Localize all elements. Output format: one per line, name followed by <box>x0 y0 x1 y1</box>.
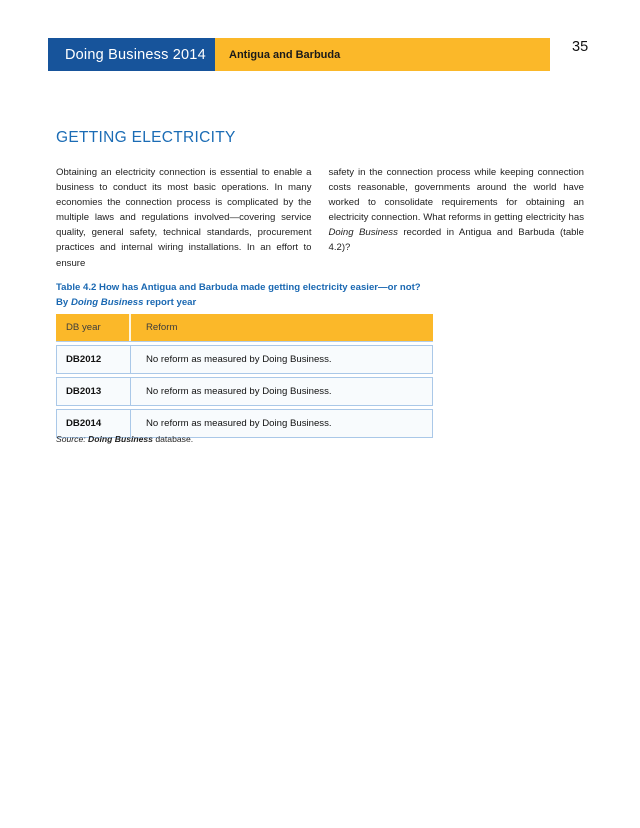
cell-reform: No reform as measured by Doing Business. <box>146 418 332 429</box>
table-caption-line2 <box>56 295 516 310</box>
page-number: 35 <box>572 39 589 55</box>
cell-reform: No reform as measured by Doing Business. <box>146 386 332 397</box>
table-caption <box>56 280 516 310</box>
source-label: Source: <box>56 434 89 444</box>
reform-table <box>56 314 433 438</box>
caption-line2-post: report year <box>143 297 197 308</box>
cell-db-year: DB2012 <box>57 346 131 373</box>
table-header-row <box>56 314 433 342</box>
body-column-right <box>329 165 585 271</box>
caption-line2-italic: Doing Business <box>70 297 144 308</box>
column-header-db-year: DB year <box>56 314 131 341</box>
source-tail: database. <box>152 434 194 444</box>
caption-line2-pre: By <box>56 297 71 308</box>
section-title: GETTING ELECTRICITY <box>56 129 236 146</box>
body-column-left: Obtaining an electricity connection is essential to enable a business to conduct its most basic operations. In many economies the connection process is complicated by the multiple laws and regulations involved—covering service quality, general safety, technical standards, procurement practices and internal wiring installations. In an effort to ensure <box>56 167 312 269</box>
table-row <box>56 345 433 374</box>
report-header-bar <box>48 38 550 71</box>
table-source-note <box>56 434 193 444</box>
cell-reform: No reform as measured by Doing Business. <box>146 354 332 365</box>
cell-db-year: DB2014 <box>57 410 131 437</box>
body-right-pre: safety in the connection process while keeping connection costs reasonable, governments around the world have worked to consolidate requirements for obtaining an electricity connection. What reforms in getting electricity has <box>328 167 584 224</box>
cell-db-year: DB2013 <box>57 378 131 405</box>
country-banner <box>215 38 550 71</box>
column-header-reform: Reform <box>146 322 178 333</box>
body-right-post: recorded in Antigua and Barbuda (table 4.2)? <box>328 227 584 254</box>
country-name: Antigua and Barbuda <box>229 48 341 61</box>
report-title: Doing Business 2014 <box>65 46 206 63</box>
table-row <box>56 377 433 406</box>
body-text <box>56 165 584 271</box>
source-db-name: Doing Business <box>88 434 153 444</box>
table-caption-line1: Table 4.2 How has Antigua and Barbuda made getting electricity easier—or not? <box>56 282 421 293</box>
report-title-banner <box>48 38 215 71</box>
body-right-italic: Doing Business <box>328 227 398 239</box>
